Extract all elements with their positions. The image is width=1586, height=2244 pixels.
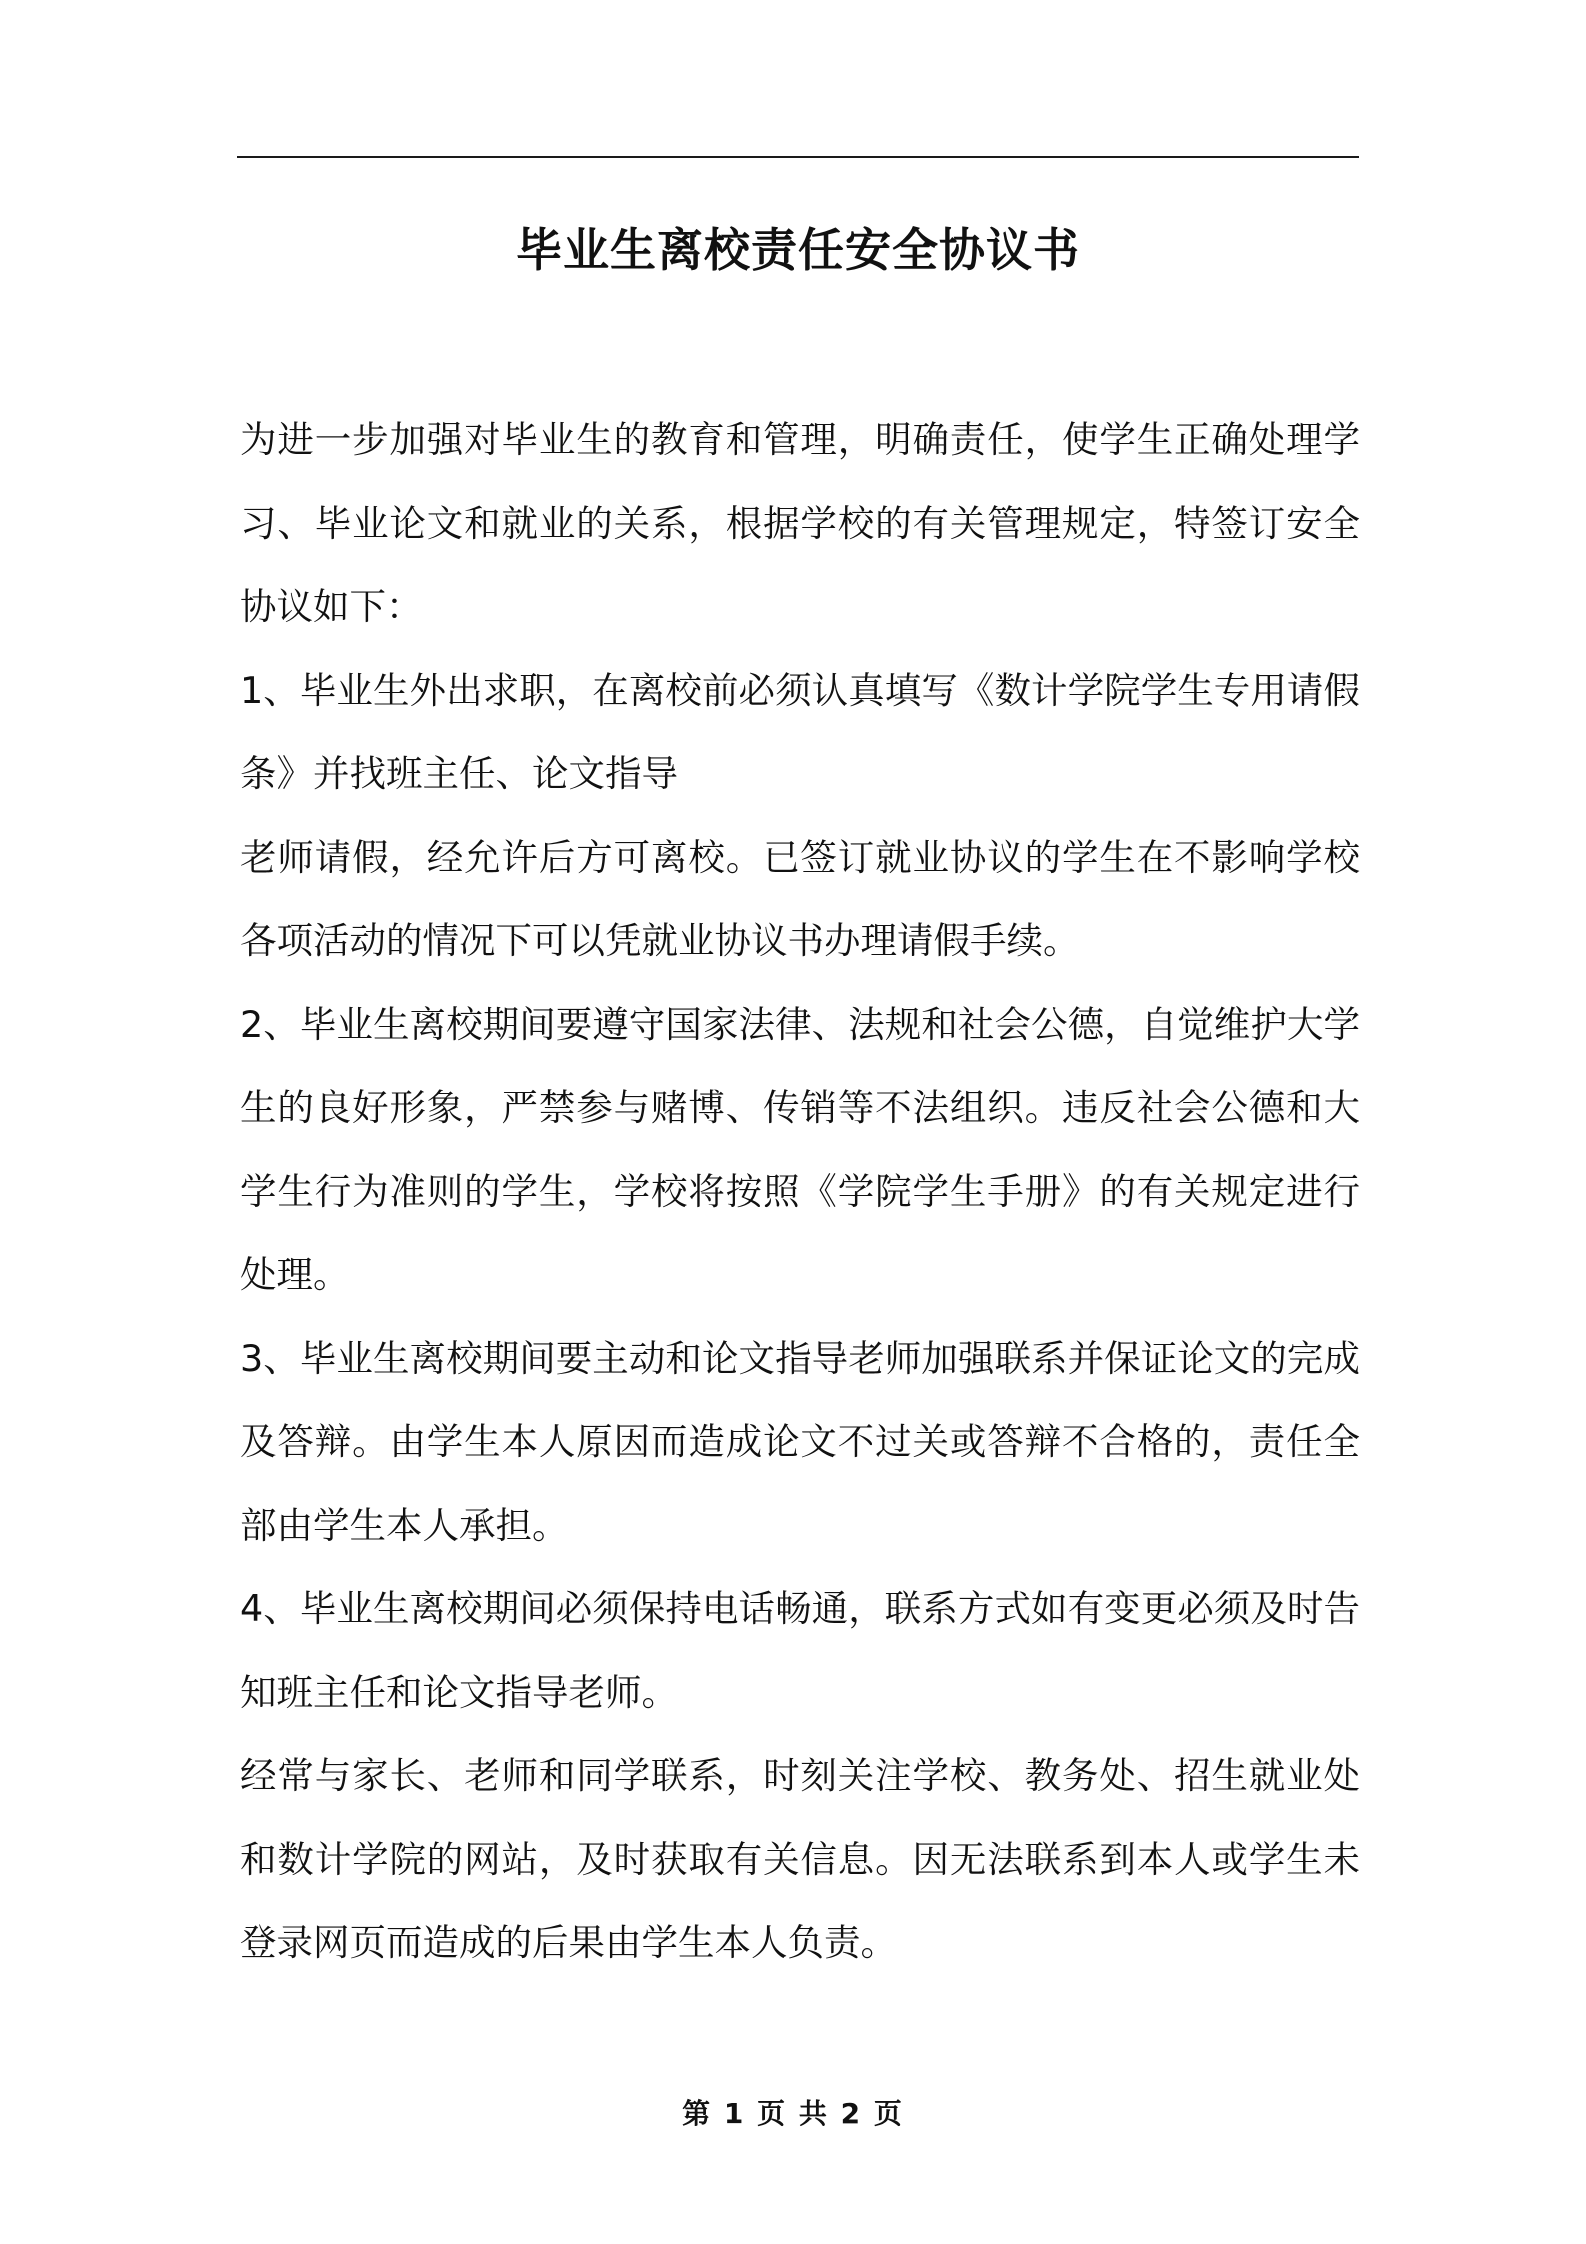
clause-3-paragraph: 3、毕业生离校期间要主动和论文指导老师加强联系并保证论文的完成及答辩。由学生本人原因而造成论文不过关或答辩不合格的，责任全部由学生本人承担。: [240, 1336, 1360, 1547]
clause-4-paragraph: 4、毕业生离校期间必须保持电话畅通，联系方式如有变更必须及时告知班主任和论文指导老师。: [240, 1587, 1360, 1714]
page-number-footer: 第 1 页 共 2 页: [682, 2097, 904, 2130]
clause-4-continued-paragraph: 经常与家长、老师和同学联系，时刻关注学校、教务处、招生就业处和数计学院的网站，及时获取有关信息。因无法联系到本人或学生未登录网页而造成的后果由学生本人负责。: [240, 1754, 1360, 1964]
intro-paragraph: 为进一步加强对毕业生的教育和管理，明确责任，使学生正确处理学习、毕业论文和就业的关系，根据学校的有关管理规定，特签订安全协议如下：: [240, 418, 1360, 628]
document-body: [240, 398, 1360, 1985]
clause-2-paragraph: 2、毕业生离校期间要遵守国家法律、法规和社会公德，自觉维护大学生的良好形象，严禁参与赌博、传销等不法组织。违反社会公德和大学生行为准则的学生，学校将按照《学院学生手册》的有关规定进行处理。: [240, 1002, 1360, 1296]
clause-1-continued-paragraph: 老师请假，经允许后方可离校。已签订就业协议的学生在不影响学校各项活动的情况下可以凭就业协议书办理请假手续。: [240, 835, 1360, 962]
document-title: 毕业生离校责任安全协议书: [516, 223, 1080, 277]
clause-1-paragraph: 1、毕业生外出求职，在离校前必须认真填写《数计学院学生专用请假条》并找班主任、论文指导: [240, 668, 1360, 795]
header-rule: [237, 156, 1359, 158]
